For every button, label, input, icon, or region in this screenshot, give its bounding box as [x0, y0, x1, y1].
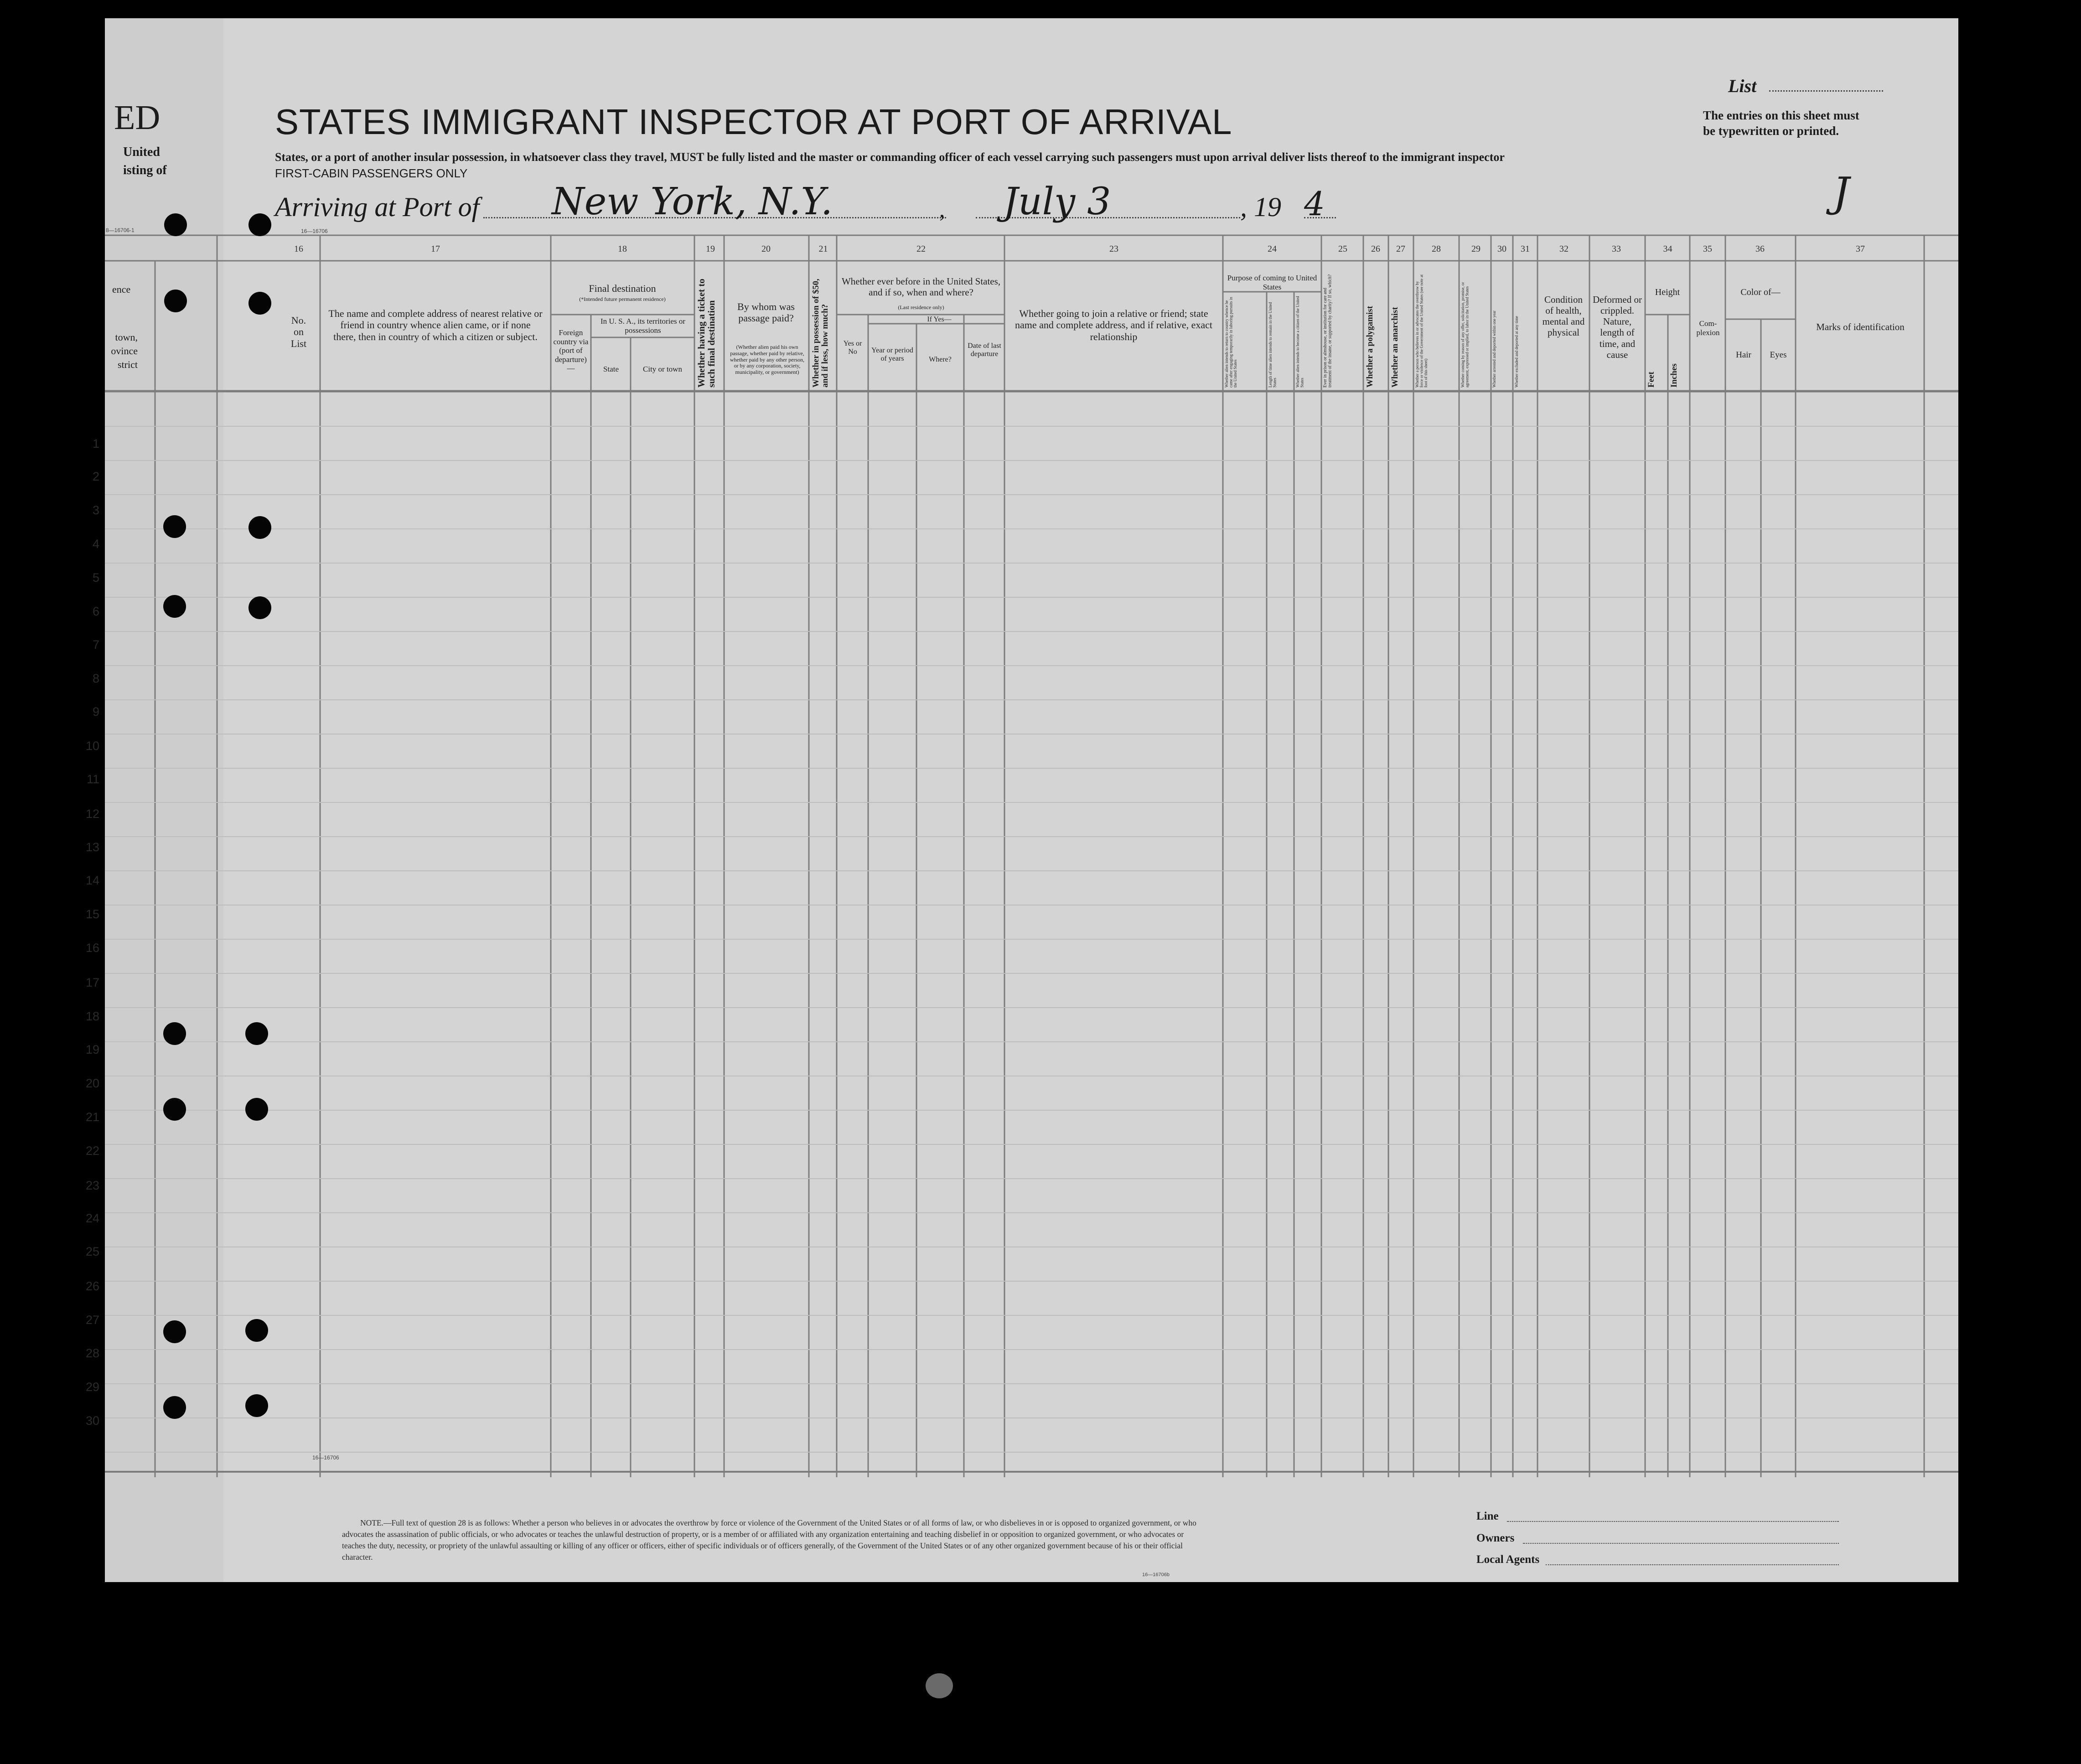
- col-number-28: 28: [1432, 244, 1441, 254]
- col-sub-feet: Feet: [1646, 372, 1656, 388]
- question-28-note: NOTE.—Full text of question 28 is as follows: Whether a person who believes in or advocates the overthrow by force or violence of the Government of the United States or of all forms of law, or who disbelieves in or is opposed to organized government, or who advocates the assassination of public officials, or who advocates or teaches the unlawful destruction of property, or is a member of or affiliated with any organization entertaining and teaching disbelief in or opposition to organized government, or who advocates or teaches the duty, necessity, or propriety of the unlawful assaulting or killing of any officer or officers, either of specific individuals or of officers generally, of the Government of the United States or of any other organized government because of his or their official character.: [342, 1518, 1196, 1562]
- col-number-25: 25: [1338, 244, 1347, 254]
- punch-hole: [163, 1396, 186, 1419]
- local-agents-label: Local Agents: [1476, 1553, 1540, 1566]
- row-number: 5: [92, 571, 99, 585]
- col-header-complexion: Com- plexion: [1696, 319, 1720, 337]
- note-form-code: 16—16706b: [1142, 1572, 1170, 1578]
- form-title: STATES IMMIGRANT INSPECTOR AT PORT OF ARRIVAL: [275, 102, 1232, 142]
- col-number-35: 35: [1703, 244, 1712, 254]
- col-header-before-in-us: Whether ever before in the United States, and if so, when and where?: [841, 276, 1001, 298]
- arriving-label: Arriving at Port of: [275, 192, 480, 222]
- line-label: Line: [1476, 1510, 1499, 1522]
- col-header-final-destination: Final destination: [589, 283, 656, 294]
- row-number: 21: [85, 1110, 99, 1124]
- col-header-color-of: Color of—: [1740, 287, 1781, 297]
- col-number-37: 37: [1856, 244, 1865, 254]
- punch-hole: [164, 213, 187, 236]
- row-number: 4: [92, 537, 99, 551]
- owners-label: Owners: [1476, 1532, 1515, 1544]
- col-sub-yes-or-no: Yes or No: [843, 340, 862, 356]
- col-note-last-residence: (Last residence only): [898, 304, 944, 310]
- col-header-health: Condition of health, mental and physical: [1542, 294, 1585, 338]
- top-form-code: 16—16706: [301, 228, 328, 234]
- row-number: 23: [85, 1179, 99, 1192]
- row-number: 27: [85, 1313, 99, 1327]
- col-sub-in-usa: In U. S. A., its territories or possessions: [600, 317, 686, 335]
- col-header-no-on-list: No. on List: [290, 315, 307, 349]
- col-number-32: 32: [1559, 244, 1569, 254]
- comma: ,: [939, 197, 945, 222]
- bottom-form-code: 16—16706: [312, 1454, 339, 1461]
- left-fragment-line2: isting of: [123, 163, 167, 177]
- typewritten-instruction: The entries on this sheet must be typewritten or printed.: [1703, 109, 1859, 138]
- left-fragment-col-header: ence: [112, 284, 131, 295]
- punch-hole: [163, 1320, 186, 1343]
- col-header-height: Height: [1655, 287, 1680, 297]
- col-header-passage-paid: By whom was passage paid?: [737, 301, 795, 324]
- row-number: 29: [85, 1380, 99, 1394]
- punch-hole: [248, 596, 271, 619]
- row-number: 24: [85, 1211, 99, 1225]
- row-number: 1: [92, 437, 99, 450]
- col-number-19: 19: [706, 244, 715, 254]
- row-number: 20: [85, 1076, 99, 1090]
- form-subtitle: States, or a port of another insular possession, in whatsoever class they travel, MUST be fully listed and the master or commanding officer of each vessel carrying such passengers must upon arrival deliver lists thereof to the immigrant inspector: [275, 150, 1505, 164]
- col-note-passage: (Whether alien paid his own passage, whether paid by relative, whether paid by any other person, or by any corporation, society, municipality, or government): [730, 344, 805, 376]
- left-fragment-title: ED: [114, 98, 160, 137]
- row-number: 30: [85, 1414, 99, 1428]
- col-header-ticket: Whether having a ticket to such final destination: [696, 279, 717, 388]
- row-number: 14: [85, 874, 99, 887]
- row-number: 17: [85, 976, 99, 989]
- owners-field[interactable]: [1523, 1543, 1839, 1544]
- punch-hole: [163, 1098, 186, 1121]
- col-number-21: 21: [818, 244, 828, 254]
- row-number: 18: [85, 1009, 99, 1023]
- col-number-27: 27: [1396, 244, 1405, 254]
- col-number-16: 16: [294, 244, 303, 254]
- row-number: 2: [92, 470, 99, 483]
- row-number: 28: [85, 1346, 99, 1360]
- col-number-17: 17: [431, 244, 440, 254]
- col-number-22: 22: [916, 244, 926, 254]
- row-number: 22: [85, 1144, 99, 1158]
- col-header-overthrow: Whether a person who believes in or advocates the overthrow by force or violence of the Government of the United States (see note at foot of this sheet): [1415, 274, 1428, 388]
- col-header-polygamist: Whether a polygamist: [1365, 305, 1375, 388]
- col-header-arrested-deported: Whether arrested and deported within one year: [1492, 310, 1496, 388]
- punch-hole: [245, 1319, 268, 1342]
- col-header-fifty-dollars: Whether in possession of $50, and if less, how much?: [811, 279, 830, 388]
- row-number: 6: [92, 605, 99, 618]
- col-number-33: 33: [1612, 244, 1621, 254]
- col-number-29: 29: [1471, 244, 1481, 254]
- row-number: 19: [85, 1043, 99, 1056]
- punch-hole: [163, 595, 186, 618]
- col-header-join-relative: Whether going to join a relative or friend; state name and complete address, and if relative, exact relationship: [1015, 308, 1213, 342]
- row-number: 13: [85, 840, 99, 854]
- col-note-permanent-residence: (*Intended future permanent residence): [579, 296, 666, 302]
- punch-hole: [163, 1022, 186, 1045]
- col-number-26: 26: [1371, 244, 1380, 254]
- col-sub-length-of-stay: Length of time alien intends to remain in the United States: [1268, 302, 1277, 388]
- col-number-20: 20: [761, 244, 771, 254]
- col-header-marks: Marks of identification: [1816, 321, 1905, 332]
- punch-hole: [248, 516, 271, 539]
- col-number-31: 31: [1521, 244, 1530, 254]
- local-agents-field[interactable]: [1546, 1564, 1839, 1565]
- col-sub-where: Where?: [929, 356, 952, 363]
- row-number: 12: [85, 807, 99, 821]
- col-sub-foreign-country: Foreign country via (port of departure)—: [553, 328, 589, 373]
- col-number-34: 34: [1663, 244, 1672, 254]
- col-header-nearest-relative: The name and complete address of nearest relative or friend in country whence alien came, or if none there, then in country of which a citizen or subject.: [328, 308, 543, 342]
- row-number: 9: [92, 705, 99, 719]
- col-sub-year-period: Year or period of years: [871, 347, 913, 363]
- date-value: July 3: [1003, 180, 1111, 223]
- col-header-contract-labor: Whether coming by reason of any offer, solicitation, promise, or agreement, expressed or implied, to labor in the United States: [1460, 282, 1470, 388]
- punch-hole: [245, 1394, 268, 1417]
- col-number-24: 24: [1268, 244, 1277, 254]
- row-number: 25: [85, 1245, 99, 1258]
- line-field[interactable]: [1507, 1521, 1839, 1522]
- col-header-prison: Ever in prison or almshouse, or institution for care and treatment of the insane, or supported by charity? If so, which?: [1323, 274, 1333, 388]
- col-sub-if-yes: If Yes—: [927, 316, 952, 323]
- row-number: 3: [92, 503, 99, 517]
- col-header-purpose: Purpose of coming to United States: [1227, 274, 1317, 291]
- year-underline: [1304, 217, 1336, 218]
- row-number: 26: [85, 1279, 99, 1293]
- row-number: 15: [85, 907, 99, 921]
- list-label: List: [1728, 76, 1757, 96]
- left-edge-form-code: 8—16706-1: [106, 227, 135, 233]
- class-label: FIRST-CABIN PASSENGERS ONLY: [275, 166, 468, 180]
- col-sub-city: City or town: [643, 365, 682, 373]
- col-header-anarchist: Whether an anarchist: [1390, 307, 1400, 388]
- corner-mark: J: [1833, 169, 1850, 217]
- row-number: 10: [85, 739, 99, 753]
- col-sub-citizen-intent: Whether alien intends to become a citizen of the United States: [1295, 296, 1305, 388]
- punch-hole: [163, 515, 186, 538]
- punch-hole: [248, 292, 271, 315]
- year-value: 4: [1304, 185, 1325, 223]
- punch-hole: [245, 1098, 268, 1121]
- col-sub-return-intent: Whether alien intends to return to country whence he came after engaging temporarily in laboring pursuits in the United States: [1224, 297, 1237, 388]
- col-sub-date-departure: Date of last departure: [968, 342, 1001, 358]
- col-number-36: 36: [1755, 244, 1765, 254]
- left-fragment-line1: United: [123, 145, 160, 159]
- port-value: New York, N.Y.: [552, 180, 833, 223]
- row-number: 11: [86, 772, 99, 786]
- left-fragment-col-text: town, ovince strict: [111, 331, 138, 370]
- punch-hole: [245, 1022, 268, 1045]
- row-number: 7: [92, 638, 99, 652]
- col-sub-inches: Inches: [1669, 363, 1679, 388]
- col-header-excluded-deported: Whether excluded and deported at any time: [1514, 316, 1519, 388]
- paper-scrap: [926, 1673, 953, 1698]
- col-sub-state: State: [603, 365, 619, 373]
- punch-hole: [164, 290, 187, 312]
- col-sub-eyes: Eyes: [1770, 350, 1787, 360]
- col-number-23: 23: [1109, 244, 1118, 254]
- col-header-deformed: Deformed or crippled. Nature, length of time, and cause: [1593, 294, 1642, 360]
- col-sub-hair: Hair: [1736, 350, 1751, 360]
- row-number: 8: [92, 672, 99, 685]
- list-number-line: [1769, 90, 1883, 92]
- col-number-30: 30: [1497, 244, 1506, 254]
- row-number: 16: [85, 941, 99, 955]
- col-number-18: 18: [618, 244, 627, 254]
- year-prefix: , 19: [1240, 192, 1281, 222]
- punch-hole: [248, 213, 271, 236]
